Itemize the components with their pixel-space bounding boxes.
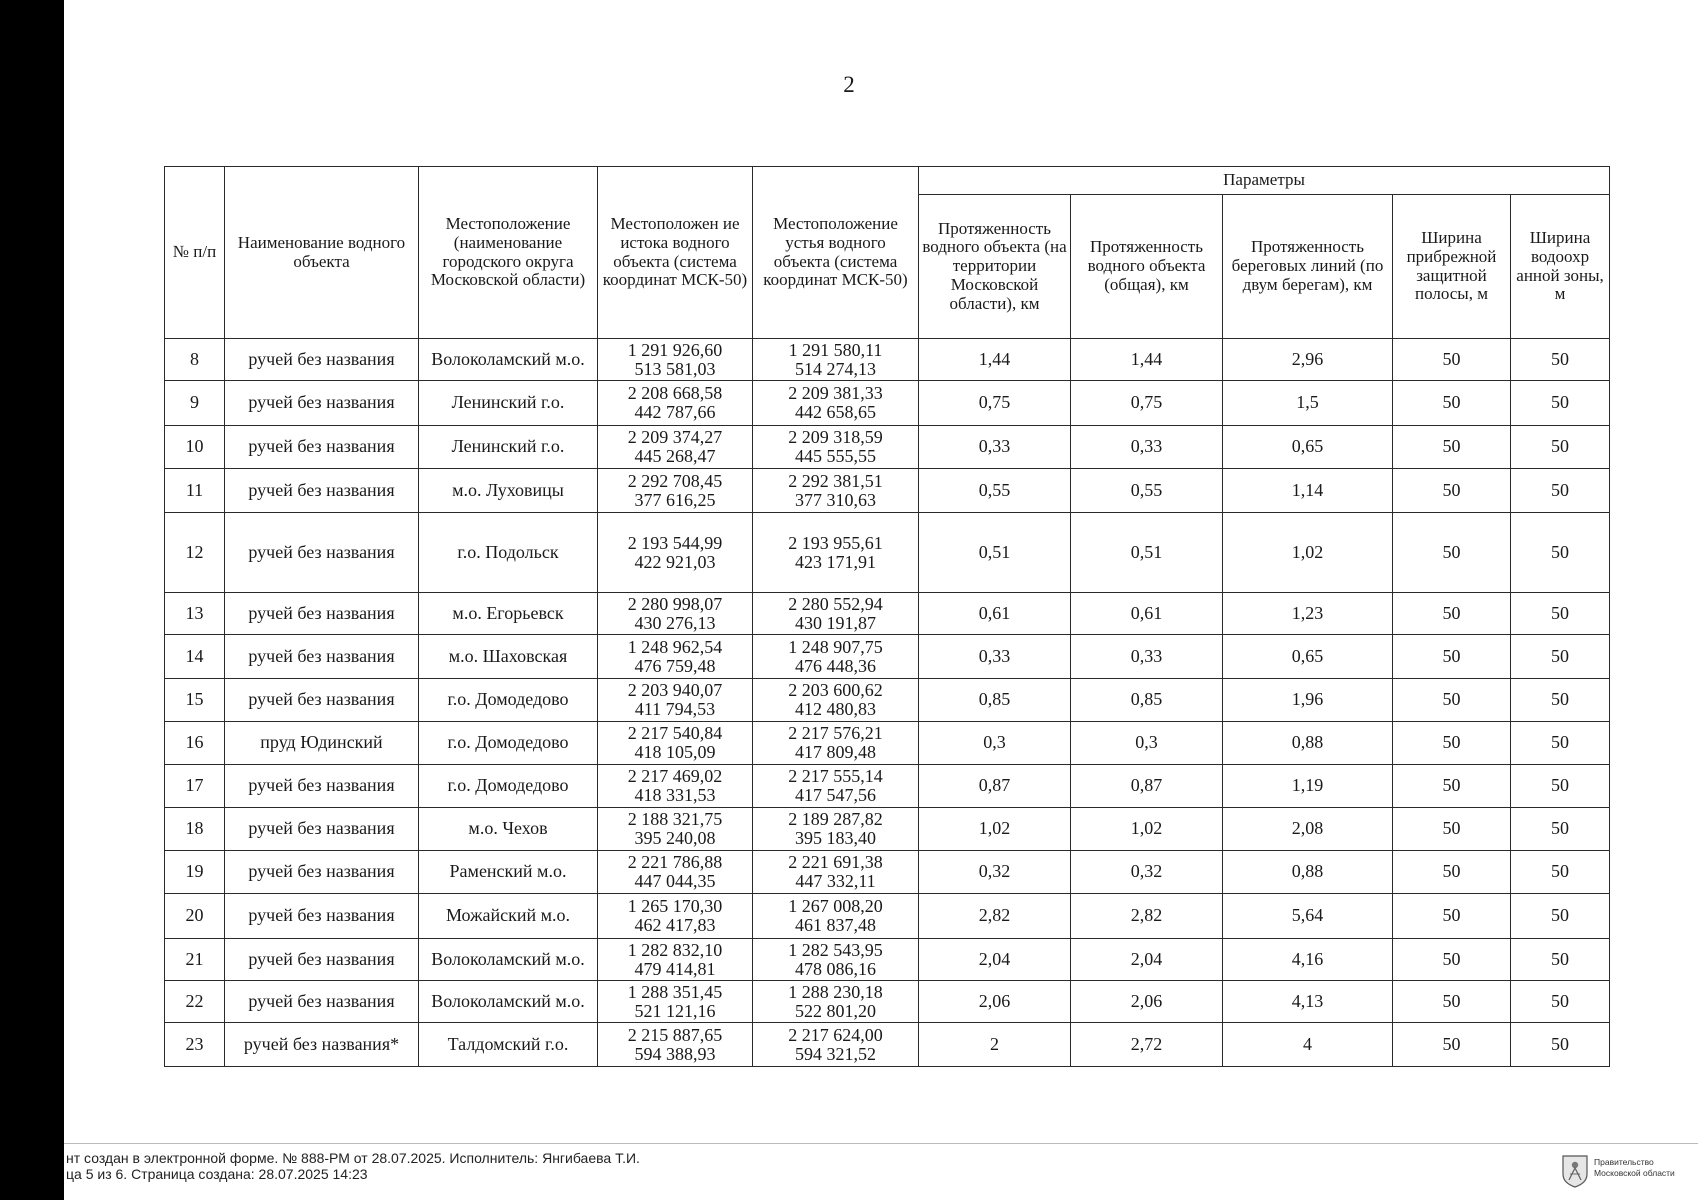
table-row	[165, 381, 1610, 426]
row-length-total: 2,04	[1071, 939, 1223, 981]
row-num: 15	[165, 679, 225, 722]
row-length-total: 0,61	[1071, 593, 1223, 635]
row-length-mo: 0,33	[919, 426, 1071, 469]
row-num: 11	[165, 469, 225, 513]
coord-line: 2 217 540,84	[627, 723, 723, 744]
header-coastal-width: Ширина прибрежной защитной полосы, м	[1393, 195, 1511, 339]
row-length-mo: 1,02	[919, 808, 1071, 851]
coord-line: 479 414,81	[634, 958, 716, 979]
row-mouth-coords	[753, 593, 919, 635]
row-location: Раменский м.о.	[419, 851, 598, 894]
row-num: 19	[165, 851, 225, 894]
row-mouth-coords	[753, 513, 919, 593]
row-location: г.о. Подольск	[419, 513, 598, 593]
coord-line: 478 086,16	[795, 958, 876, 979]
row-location: Ленинский г.о.	[419, 381, 598, 426]
coord-line: 2 193 544,99	[627, 532, 723, 553]
coord-line: 2 221 786,88	[627, 852, 723, 873]
coord-line: 395 240,08	[634, 828, 716, 848]
row-length-total: 0,85	[1071, 679, 1223, 722]
coord-line: 417 809,48	[795, 742, 876, 762]
row-length-mo: 0,85	[919, 679, 1071, 722]
row-location: м.о. Шаховская	[419, 635, 598, 679]
row-coastal-width: 50	[1393, 469, 1511, 513]
row-name: ручей без названия	[225, 381, 419, 426]
coord-line: 522 801,20	[795, 1000, 876, 1021]
row-name: ручей без названия	[225, 939, 419, 981]
row-num: 17	[165, 765, 225, 808]
row-shore-length: 4,16	[1223, 939, 1393, 981]
row-water-zone-width: 50	[1511, 381, 1610, 426]
footer-stamp	[66, 1150, 640, 1182]
row-water-zone-width: 50	[1511, 635, 1610, 679]
row-shore-length: 4,13	[1223, 981, 1393, 1023]
row-length-mo: 0,33	[919, 635, 1071, 679]
table-row	[165, 894, 1610, 939]
row-length-total: 0,32	[1071, 851, 1223, 894]
row-mouth-coords	[753, 981, 919, 1023]
coord-line: 2 280 552,94	[788, 593, 883, 614]
row-coastal-width: 50	[1393, 981, 1511, 1023]
coord-line: 447 332,11	[795, 871, 876, 891]
row-source-coords	[598, 513, 753, 593]
coord-line: 2 217 624,00	[788, 1024, 883, 1045]
left-scan-margin	[0, 0, 64, 1200]
row-location: г.о. Домодедово	[419, 679, 598, 722]
row-mouth-coords	[753, 381, 919, 426]
footer-divider	[64, 1143, 1698, 1144]
row-length-mo: 1,44	[919, 339, 1071, 381]
table-row	[165, 939, 1610, 981]
row-source-coords	[598, 939, 753, 981]
coord-line: 442 787,66	[634, 402, 716, 422]
coord-line: 377 310,63	[795, 489, 876, 510]
row-location: м.о. Егорьевск	[419, 593, 598, 635]
row-length-mo: 2,04	[919, 939, 1071, 981]
coord-line: 594 388,93	[634, 1043, 716, 1064]
row-shore-length: 2,08	[1223, 808, 1393, 851]
row-length-mo: 0,32	[919, 851, 1071, 894]
coord-line: 1 288 230,18	[788, 981, 883, 1002]
row-location: м.о. Луховицы	[419, 469, 598, 513]
row-water-zone-width: 50	[1511, 894, 1610, 939]
row-water-zone-width: 50	[1511, 1023, 1610, 1067]
row-length-mo: 0,75	[919, 381, 1071, 426]
page-number: 2	[843, 72, 855, 97]
coord-line: 1 248 907,75	[788, 636, 883, 657]
row-coastal-width: 50	[1393, 426, 1511, 469]
row-mouth-coords	[753, 426, 919, 469]
header-water-zone-width: Ширина водоохр анной зоны, м	[1511, 195, 1610, 339]
row-water-zone-width: 50	[1511, 593, 1610, 635]
row-name: ручей без названия	[225, 765, 419, 808]
row-length-total: 0,55	[1071, 469, 1223, 513]
coord-line: 417 547,56	[795, 785, 876, 805]
row-mouth-coords	[753, 894, 919, 939]
coord-line: 1 248 962,54	[627, 636, 723, 657]
row-length-mo: 0,87	[919, 765, 1071, 808]
coord-line: 2 209 318,59	[788, 427, 883, 448]
table-row	[165, 635, 1610, 679]
row-length-total: 2,82	[1071, 894, 1223, 939]
coat-of-arms-icon	[1560, 1154, 1590, 1188]
row-location: Ленинский г.о.	[419, 426, 598, 469]
row-length-total: 0,51	[1071, 513, 1223, 593]
row-name: ручей без названия	[225, 894, 419, 939]
row-location: м.о. Чехов	[419, 808, 598, 851]
header-location: Местоположение (наименование городского округа Московской области)	[419, 167, 598, 339]
row-num: 9	[165, 381, 225, 426]
header-name: Наименование водного объекта	[225, 167, 419, 339]
coord-line: 430 276,13	[634, 612, 716, 633]
row-coastal-width: 50	[1393, 339, 1511, 381]
row-location: г.о. Домодедово	[419, 722, 598, 765]
row-length-mo: 0,3	[919, 722, 1071, 765]
row-mouth-coords	[753, 939, 919, 981]
coord-line: 447 044,35	[634, 871, 716, 891]
row-coastal-width: 50	[1393, 635, 1511, 679]
row-num: 21	[165, 939, 225, 981]
row-coastal-width: 50	[1393, 593, 1511, 635]
coord-line: 411 794,53	[634, 699, 716, 719]
row-location: Можайский м.о.	[419, 894, 598, 939]
row-name: ручей без названия	[225, 635, 419, 679]
coord-line: 2 292 381,51	[788, 470, 883, 491]
row-water-zone-width: 50	[1511, 808, 1610, 851]
government-logo-line-1: Правительство	[1594, 1157, 1654, 1167]
row-length-total: 0,87	[1071, 765, 1223, 808]
row-length-total: 2,06	[1071, 981, 1223, 1023]
government-logo-line-2: Московской области	[1594, 1168, 1675, 1178]
header-length-mo: Протяженность водного объекта (на территории Московской области), км	[919, 195, 1071, 339]
row-source-coords	[598, 894, 753, 939]
coord-line: 2 188 321,75	[627, 809, 723, 830]
row-num: 14	[165, 635, 225, 679]
table-row	[165, 339, 1610, 381]
table-row	[165, 808, 1610, 851]
row-num: 16	[165, 722, 225, 765]
row-mouth-coords	[753, 765, 919, 808]
header-num: № п/п	[165, 167, 225, 339]
coord-line: 1 291 580,11	[788, 339, 883, 360]
coord-line: 395 183,40	[795, 828, 876, 848]
coord-line: 422 921,03	[634, 551, 716, 572]
row-length-mo: 2	[919, 1023, 1071, 1067]
coord-line: 461 837,48	[795, 915, 876, 935]
row-coastal-width: 50	[1393, 679, 1511, 722]
footer-line-1: нт создан в электронной форме. № 888-РМ от 28.07.2025. Исполнитель: Янгибаева Т.И.	[66, 1150, 640, 1166]
footer-line-2: ца 5 из 6. Страница создана: 28.07.2025 14:23	[66, 1166, 368, 1182]
row-location: Волоколамский м.о.	[419, 981, 598, 1023]
header-params: Параметры	[919, 167, 1610, 195]
table-row	[165, 426, 1610, 469]
row-coastal-width: 50	[1393, 894, 1511, 939]
row-source-coords	[598, 808, 753, 851]
coord-line: 2 217 576,21	[788, 723, 883, 744]
coord-line: 2 215 887,65	[627, 1024, 723, 1045]
coord-line: 514 274,13	[795, 358, 876, 379]
row-mouth-coords	[753, 635, 919, 679]
row-source-coords	[598, 381, 753, 426]
row-mouth-coords	[753, 808, 919, 851]
row-source-coords	[598, 1023, 753, 1067]
table-body	[165, 339, 1610, 1067]
row-num: 20	[165, 894, 225, 939]
row-name: ручей без названия	[225, 339, 419, 381]
row-water-zone-width: 50	[1511, 722, 1610, 765]
row-source-coords	[598, 722, 753, 765]
row-mouth-coords	[753, 339, 919, 381]
row-name: ручей без названия	[225, 981, 419, 1023]
coord-line: 521 121,16	[634, 1000, 716, 1021]
row-water-zone-width: 50	[1511, 765, 1610, 808]
coord-line: 462 417,83	[634, 915, 716, 935]
row-water-zone-width: 50	[1511, 339, 1610, 381]
coord-line: 2 217 555,14	[788, 766, 883, 787]
government-logo-text	[1594, 1157, 1675, 1179]
row-shore-length: 1,96	[1223, 679, 1393, 722]
row-coastal-width: 50	[1393, 939, 1511, 981]
coord-line: 2 280 998,07	[627, 593, 723, 614]
header-source: Местоположен ие истока водного объекта (система координат МСК-50)	[598, 167, 753, 339]
row-length-mo: 2,06	[919, 981, 1071, 1023]
row-shore-length: 5,64	[1223, 894, 1393, 939]
row-source-coords	[598, 635, 753, 679]
row-coastal-width: 50	[1393, 851, 1511, 894]
row-name: ручей без названия*	[225, 1023, 419, 1067]
row-length-total: 2,72	[1071, 1023, 1223, 1067]
row-water-zone-width: 50	[1511, 851, 1610, 894]
row-coastal-width: 50	[1393, 722, 1511, 765]
coord-line: 1 291 926,60	[627, 339, 723, 360]
row-mouth-coords	[753, 722, 919, 765]
coord-line: 2 203 940,07	[627, 680, 723, 701]
coord-line: 377 616,25	[634, 489, 716, 510]
table-row	[165, 851, 1610, 894]
coord-line: 2 189 287,82	[788, 809, 883, 830]
coord-line: 445 268,47	[634, 446, 716, 466]
row-coastal-width: 50	[1393, 765, 1511, 808]
row-shore-length: 1,02	[1223, 513, 1393, 593]
row-source-coords	[598, 339, 753, 381]
coord-line: 2 203 600,62	[788, 680, 883, 701]
coord-line: 445 555,55	[795, 446, 876, 466]
row-location: г.о. Домодедово	[419, 765, 598, 808]
row-coastal-width: 50	[1393, 808, 1511, 851]
row-mouth-coords	[753, 1023, 919, 1067]
row-name: ручей без названия	[225, 426, 419, 469]
row-mouth-coords	[753, 679, 919, 722]
row-water-zone-width: 50	[1511, 939, 1610, 981]
row-water-zone-width: 50	[1511, 513, 1610, 593]
coord-line: 1 267 008,20	[788, 896, 883, 917]
row-shore-length: 1,5	[1223, 381, 1393, 426]
coord-line: 476 759,48	[634, 655, 716, 676]
row-length-total: 1,02	[1071, 808, 1223, 851]
coord-line: 1 282 543,95	[788, 939, 883, 960]
header-mouth: Местоположение устья водного объекта (система координат МСК-50)	[753, 167, 919, 339]
water-objects-table	[164, 166, 1610, 1067]
coord-line: 476 448,36	[795, 655, 876, 676]
row-name: ручей без названия	[225, 513, 419, 593]
coord-line: 2 209 381,33	[788, 383, 883, 404]
row-water-zone-width: 50	[1511, 981, 1610, 1023]
row-shore-length: 4	[1223, 1023, 1393, 1067]
row-shore-length: 1,14	[1223, 469, 1393, 513]
coord-line: 423 171,91	[795, 551, 876, 572]
coord-line: 418 331,53	[634, 785, 716, 805]
row-length-mo: 0,51	[919, 513, 1071, 593]
row-shore-length: 0,88	[1223, 851, 1393, 894]
row-mouth-coords	[753, 851, 919, 894]
row-source-coords	[598, 981, 753, 1023]
table-row	[165, 679, 1610, 722]
coord-line: 412 480,83	[795, 699, 876, 719]
coord-line: 2 221 691,38	[788, 852, 883, 873]
row-water-zone-width: 50	[1511, 426, 1610, 469]
coord-line: 418 105,09	[634, 742, 716, 762]
row-shore-length: 0,88	[1223, 722, 1393, 765]
row-coastal-width: 50	[1393, 513, 1511, 593]
row-source-coords	[598, 426, 753, 469]
row-source-coords	[598, 593, 753, 635]
coord-line: 1 265 170,30	[627, 896, 723, 917]
coord-line: 1 282 832,10	[627, 939, 723, 960]
row-water-zone-width: 50	[1511, 679, 1610, 722]
row-name: ручей без названия	[225, 851, 419, 894]
row-shore-length: 2,96	[1223, 339, 1393, 381]
row-name: ручей без названия	[225, 808, 419, 851]
header-length-total: Протяженность водного объекта (общая), км	[1071, 195, 1223, 339]
row-source-coords	[598, 679, 753, 722]
coord-line: 442 658,65	[795, 402, 876, 422]
coord-line: 2 217 469,02	[627, 766, 723, 787]
coord-line: 2 208 668,58	[627, 383, 723, 404]
row-name: ручей без названия	[225, 679, 419, 722]
row-length-total: 0,75	[1071, 381, 1223, 426]
row-length-total: 0,33	[1071, 635, 1223, 679]
row-name: пруд Юдинский	[225, 722, 419, 765]
row-length-total: 1,44	[1071, 339, 1223, 381]
row-num: 10	[165, 426, 225, 469]
row-num: 22	[165, 981, 225, 1023]
row-num: 13	[165, 593, 225, 635]
table-row	[165, 981, 1610, 1023]
table-row	[165, 469, 1610, 513]
coord-line: 2 193 955,61	[788, 532, 883, 553]
table-row	[165, 1023, 1610, 1067]
row-mouth-coords	[753, 469, 919, 513]
header-shore-length: Протяженность береговых линий (по двум берегам), км	[1223, 195, 1393, 339]
coord-line: 513 581,03	[634, 358, 716, 379]
row-coastal-width: 50	[1393, 1023, 1511, 1067]
row-name: ручей без названия	[225, 469, 419, 513]
table-row	[165, 593, 1610, 635]
coord-line: 594 321,52	[795, 1043, 876, 1064]
row-length-mo: 2,82	[919, 894, 1071, 939]
row-water-zone-width: 50	[1511, 469, 1610, 513]
table-row	[165, 765, 1610, 808]
row-name: ручей без названия	[225, 593, 419, 635]
table-row	[165, 722, 1610, 765]
row-source-coords	[598, 851, 753, 894]
row-location: Талдомский г.о.	[419, 1023, 598, 1067]
row-num: 12	[165, 513, 225, 593]
coord-line: 2 209 374,27	[627, 427, 723, 448]
row-coastal-width: 50	[1393, 381, 1511, 426]
coord-line: 2 292 708,45	[627, 470, 723, 491]
row-source-coords	[598, 765, 753, 808]
row-location: Волоколамский м.о.	[419, 939, 598, 981]
row-location: Волоколамский м.о.	[419, 339, 598, 381]
row-shore-length: 0,65	[1223, 426, 1393, 469]
row-length-mo: 0,61	[919, 593, 1071, 635]
row-shore-length: 0,65	[1223, 635, 1393, 679]
row-length-mo: 0,55	[919, 469, 1071, 513]
row-source-coords	[598, 469, 753, 513]
coord-line: 1 288 351,45	[627, 981, 723, 1002]
row-num: 8	[165, 339, 225, 381]
row-length-total: 0,3	[1071, 722, 1223, 765]
row-shore-length: 1,23	[1223, 593, 1393, 635]
row-shore-length: 1,19	[1223, 765, 1393, 808]
coord-line: 430 191,87	[795, 612, 876, 633]
row-length-total: 0,33	[1071, 426, 1223, 469]
row-num: 23	[165, 1023, 225, 1067]
table-row	[165, 513, 1610, 593]
row-num: 18	[165, 808, 225, 851]
